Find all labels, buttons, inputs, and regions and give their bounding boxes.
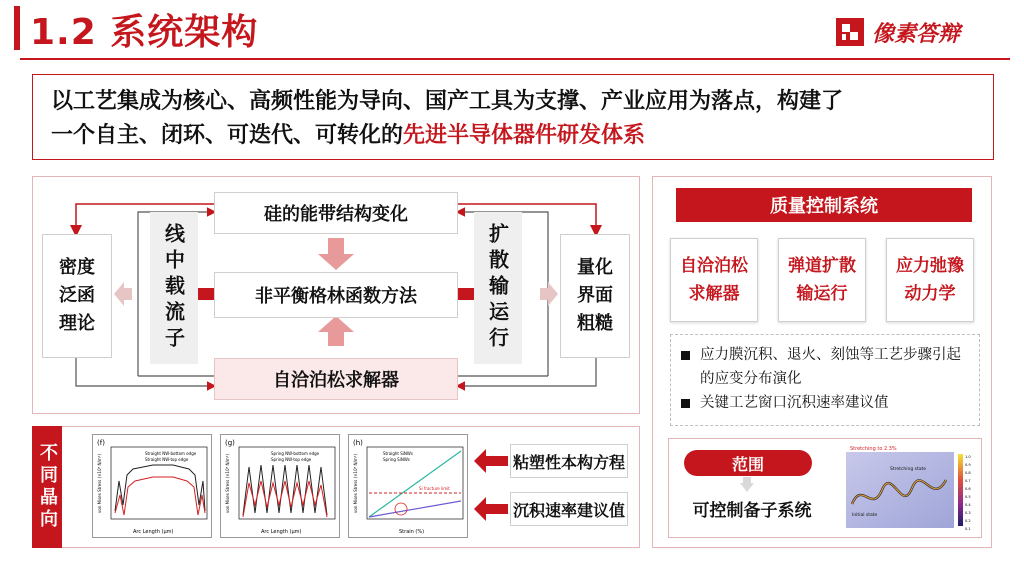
figure-f-legend-1: Straight NW-bottom edge <box>145 451 197 456</box>
strain-simulation-image <box>846 444 976 532</box>
figure-h-annotation: Si fracture limit <box>419 486 450 491</box>
bullet-item <box>681 391 969 415</box>
diagram-right-column <box>474 212 522 364</box>
qc-card-ballistic: 弹道扩散输运行 <box>778 238 866 322</box>
bullet-text: 应力膜沉积、退火、刻蚀等工艺步骤引起的应变分布演化 <box>700 347 961 387</box>
strain-state-label: Stretching state <box>890 467 927 472</box>
title-accent-bar <box>14 6 20 50</box>
diagram-left-column <box>150 212 198 364</box>
summary-box <box>32 74 994 160</box>
diagram-far-right-box: 量化界面粗糙 <box>560 234 630 358</box>
colorbar <box>958 454 963 526</box>
svg-text:0.6: 0.6 <box>965 487 971 491</box>
qc-card-poisson: 自洽泊松求解器 <box>670 238 758 322</box>
figure-g-plot <box>221 435 341 539</box>
summary-line-2-prefix: 一个自主、闭环、可迭代、可转化的 <box>51 123 404 148</box>
label-viscoplastic: 粘塑性本构方程 <box>510 444 628 478</box>
quality-control-header: 质量控制系统 <box>676 188 972 222</box>
figure-g-xlabel: Arc Length (μm) <box>261 529 302 535</box>
svg-text:0.4: 0.4 <box>965 503 971 507</box>
figure-g-ylabel: von Mises Stress (×10⁸ N/m²) <box>225 454 230 513</box>
svg-text:0.1: 0.1 <box>965 527 971 531</box>
figure-h-xlabel: Strain (%) <box>399 529 425 535</box>
label-deposition-rate: 沉积速率建议值 <box>510 492 628 526</box>
svg-text:0.8: 0.8 <box>965 471 971 475</box>
figure-h <box>348 434 468 538</box>
bullet-text: 关键工艺窗口沉积速率建议值 <box>700 395 889 411</box>
figure-f <box>92 434 212 538</box>
figure-h-plot <box>349 435 469 539</box>
figure-h-legend-2: Spring SiNWs <box>383 457 410 462</box>
figure-g-tag: (g) <box>225 439 235 447</box>
label-arrows <box>470 440 510 540</box>
scope-pill: 范围 <box>684 450 812 476</box>
svg-text:1.0: 1.0 <box>965 455 971 459</box>
bullet-square-icon <box>681 399 690 408</box>
strain-top-label: Stretching to 2.3% <box>850 446 897 452</box>
svg-text:0.3: 0.3 <box>965 511 971 515</box>
strain-initial-label: Initial state <box>852 513 878 518</box>
qc-card-stress-relaxation: 应力弛豫动力学 <box>886 238 974 322</box>
diagram-bottom-box: 自洽泊松求解器 <box>214 358 458 400</box>
arrow-left-icon <box>474 449 508 473</box>
logo-mark-icon <box>834 16 866 48</box>
svg-text:0.9: 0.9 <box>965 463 971 467</box>
bullet-item <box>681 343 969 391</box>
arrow-left-icon <box>474 497 508 521</box>
figure-g-legend-2: Spring NW-top edge <box>271 457 312 462</box>
figure-g-legend-1: Spring NW-bottom edge <box>271 451 320 456</box>
diagram-center-box: 非平衡格林函数方法 <box>214 272 458 318</box>
brand-logo <box>834 14 960 50</box>
scope-description: 可控制备子系统 <box>692 501 812 521</box>
figure-f-plot <box>93 435 213 539</box>
figure-g <box>220 434 340 538</box>
orientation-tag <box>32 426 62 548</box>
diagram-far-left-box: 密度泛函理论 <box>42 234 112 358</box>
svg-text:0.2: 0.2 <box>965 519 971 523</box>
qc-bullet-list <box>670 334 980 426</box>
figure-h-legend-1: Straight SiNWs <box>383 451 413 456</box>
logo-text: 像素答辩 <box>872 21 961 47</box>
figure-h-tag: (h) <box>353 439 363 447</box>
svg-text:0.7: 0.7 <box>965 479 971 483</box>
bullet-square-icon <box>681 351 690 360</box>
arrow-down-icon <box>740 477 754 493</box>
figure-f-tag: (f) <box>97 439 105 447</box>
figure-f-xlabel: Arc Length (μm) <box>133 529 174 535</box>
left-column-text: 线中载流子 <box>161 223 186 353</box>
summary-line-1: 以工艺集成为核心、高频性能为导向、国产工具为支撑、产业应用为落点，构建了 <box>51 89 844 114</box>
summary-line-2 <box>51 119 975 153</box>
svg-text:0.5: 0.5 <box>965 495 971 499</box>
right-column-text: 扩散输运行 <box>485 223 510 353</box>
page-title: 1.2 系统架构 <box>30 12 259 53</box>
orientation-tag-text: 不同晶向 <box>37 443 58 531</box>
figure-f-legend-2: Straight NW-top edge <box>145 457 189 462</box>
title-divider <box>20 58 1010 60</box>
summary-highlight: 先进半导体器件研发体系 <box>403 123 646 148</box>
figure-f-ylabel: von Mises Stress (×10⁸ N/m²) <box>97 454 102 513</box>
diagram-top-box: 硅的能带结构变化 <box>214 192 458 234</box>
figure-h-ylabel: von Mises Stress (×10⁸ N/m²) <box>353 454 358 513</box>
